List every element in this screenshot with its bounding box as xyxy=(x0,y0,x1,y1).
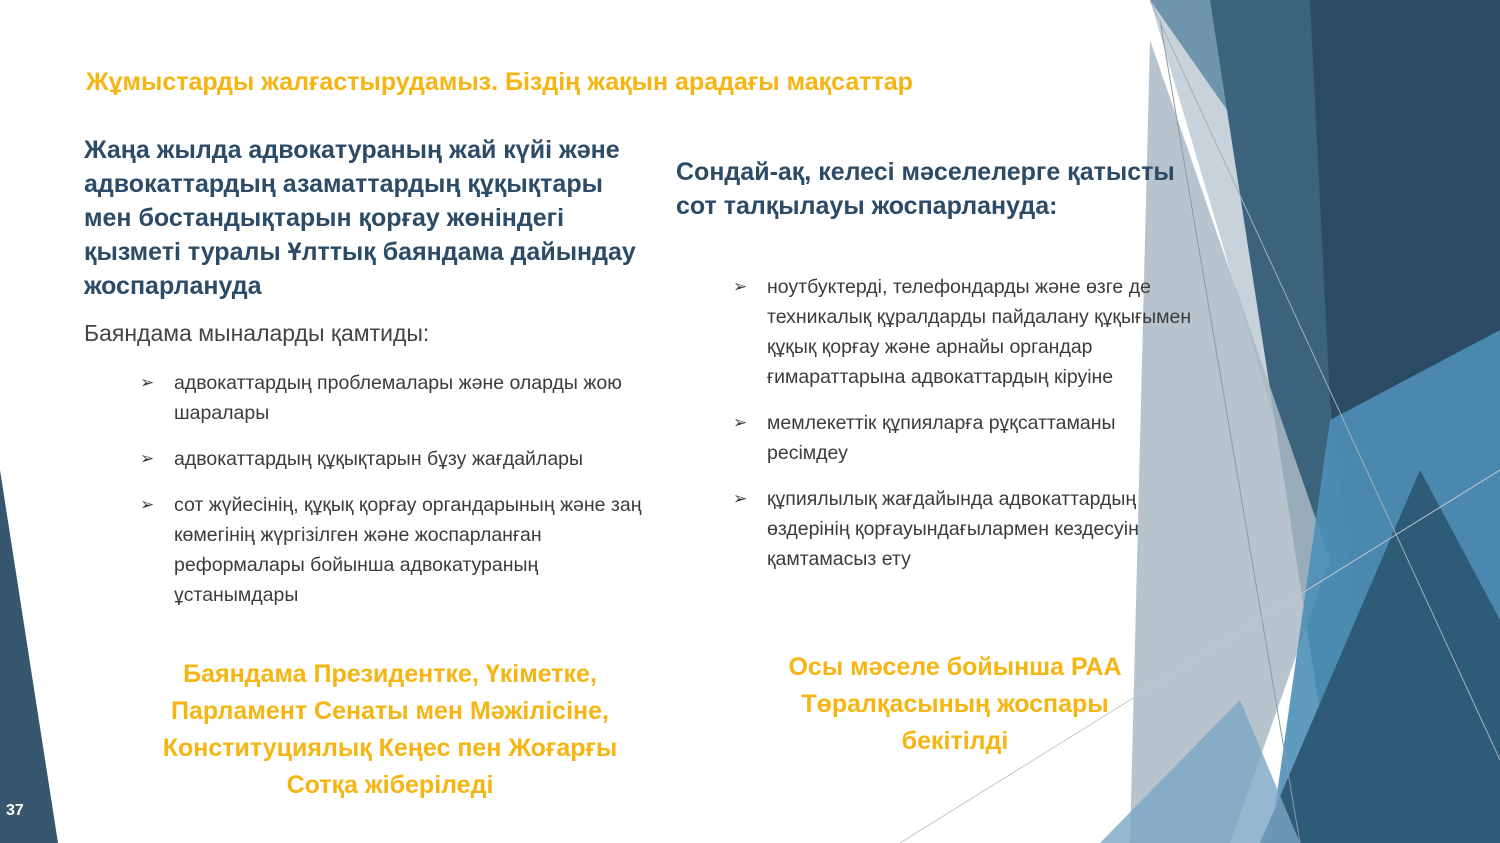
left-heading: Жаңа жылда адвокатураның жай күйі және адвокаттардың азаматтардың құқықтары мен бостандықтарын қорғау жөніндегі қызметі туралы Ұлттық баяндама дайындау жоспарлануда xyxy=(84,136,636,300)
list-item xyxy=(733,484,1193,574)
list-item xyxy=(733,408,1193,468)
left-bullet-list xyxy=(140,368,650,626)
arrow-bullet-icon: ➢ xyxy=(140,373,155,392)
page-number: 37 xyxy=(6,802,24,819)
arrow-bullet-icon: ➢ xyxy=(733,489,748,508)
list-item-text: ноутбуктерді, телефондарды және өзге де техникалық құралдарды пайдалану құқығымен құқық қорғау және арнайы органдар ғимараттарына адвокаттардың кіруіне xyxy=(767,276,1192,388)
arrow-bullet-icon: ➢ xyxy=(140,495,155,514)
right-heading: Сондай-ақ, келесі мәселелерге қатысты сот талқылауы жоспарлануда: xyxy=(676,158,1175,220)
list-item-text: адвокаттардың проблемалары және оларды жою шаралары xyxy=(174,372,622,424)
left-highlight-note: Баяндама Президентке, Үкіметке, Парламент Сенаты мен Мәжілісіне, Конституциялық Кеңес пен Жоғарғы Сотқа жіберіледі xyxy=(162,660,618,799)
right-bullet-list xyxy=(733,272,1193,590)
left-intro: Баяндама мыналарды қамтиды: xyxy=(84,320,430,346)
list-item-text: мемлекеттік құпияларға рұқсаттаманы ресімдеу xyxy=(767,412,1116,464)
arrow-bullet-icon: ➢ xyxy=(733,413,748,432)
list-item xyxy=(733,272,1193,392)
list-item xyxy=(140,444,650,474)
arrow-bullet-icon: ➢ xyxy=(733,277,748,296)
list-item-text: сот жүйесінің, құқық қорғау органдарының және заң көмегінің жүргізілген және жоспарланған реформалары бойынша адвокатураның ұстанымдары xyxy=(174,494,642,606)
slide-title: Жұмыстарды жалғастырудамыз. Біздің жақын арадағы мақсаттар xyxy=(86,68,913,96)
list-item xyxy=(140,490,650,610)
list-item-text: құпиялылық жағдайында адвокаттардың өздерінің қорғауындағылармен кездесуін қамтамасыз ету xyxy=(767,488,1139,570)
arrow-bullet-icon: ➢ xyxy=(140,449,155,468)
right-highlight-note: Осы мәселе бойынша РАА Төралқасының жоспары бекітілді xyxy=(788,653,1122,755)
list-item xyxy=(140,368,650,428)
left-edge-triangle xyxy=(0,470,58,843)
list-item-text: адвокаттардың құқықтарын бұзу жағдайлары xyxy=(174,448,584,470)
